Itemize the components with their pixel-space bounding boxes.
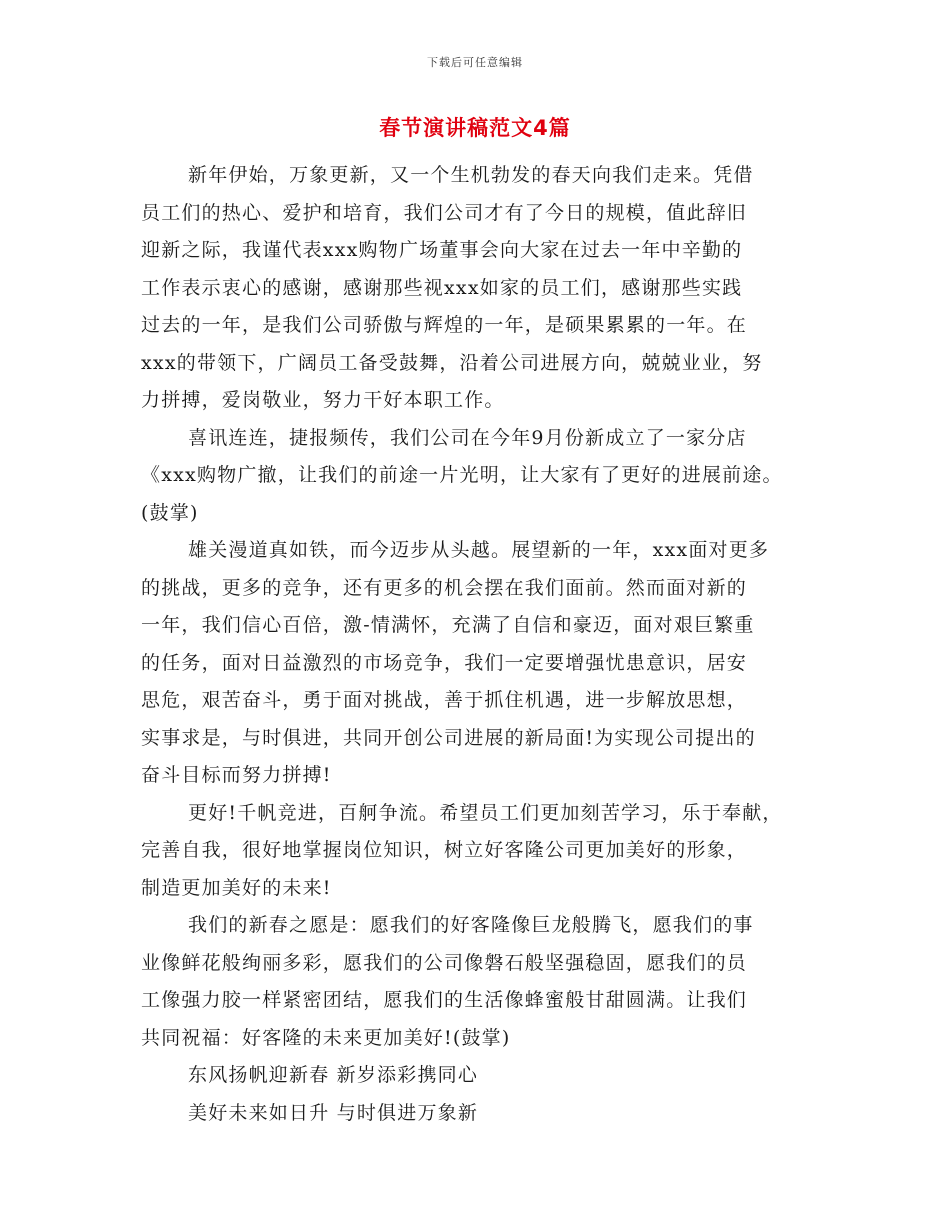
- document-title: 春节演讲稿范文4篇: [379, 116, 571, 140]
- text-line: (鼓掌): [141, 501, 199, 524]
- text-line: 的任务，面对日益激烈的市场竞争，我们一定要增强忧患意识，居安: [141, 651, 748, 674]
- text-line: 思危，艰苦奋斗，勇于面对挑战，善于抓住机遇，进一步解放思想，: [141, 689, 748, 711]
- text-line: 《xxx购物广撤，让我们的前途一片光明，让大家有了更好的进展前途。: [141, 464, 783, 486]
- text-line: 的挑战，更多的竞争，还有更多的机会摆在我们面前。然而面对新的: [141, 576, 748, 599]
- text-line: 新年伊始，万象更新，又一个生机勃发的春天向我们走来。凭借: [188, 164, 754, 186]
- text-line: 我们的新春之愿是：愿我们的好客隆像巨龙般腾飞，愿我们的事: [188, 914, 754, 936]
- text-line: 雄关漫道真如铁，而今迈步从头越。展望新的一年，xxx面对更多: [188, 539, 770, 561]
- text-line: 完善自我，很好地掌握岗位知识，树立好客隆公司更加美好的形象，: [141, 839, 748, 861]
- text-line: 工像强力胶一样紧密团结，愿我们的生活像蜂蜜般甘甜圆满。让我们: [141, 989, 748, 1011]
- text-line: 喜讯连连，捷报频传，我们公司在今年9月份新成立了一家分店: [188, 426, 747, 449]
- text-line: 东风扬帆迎新春 新岁添彩携同心: [188, 1064, 479, 1086]
- text-line: 力拼搏，爱岗敬业，努力干好本职工作。: [141, 389, 505, 411]
- header-note: 下载后可任意编辑: [427, 56, 523, 69]
- text-line: 实事求是，与时俱进，共同开创公司进展的新局面!为实现公司提出的: [141, 726, 756, 749]
- text-line: 制造更加美好的未来!: [141, 876, 332, 899]
- text-line: 更好!千帆竞进，百舸争流。希望员工们更加刻苦学习，乐于奉献，: [188, 801, 783, 824]
- text-line: 美好未来如日升 与时俱进万象新: [188, 1101, 479, 1124]
- text-line: 员工们的热心、爱护和培育，我们公司才有了今日的规模，值此辞旧: [141, 201, 748, 224]
- text-line: 奋斗目标而努力拼搏!: [141, 764, 332, 786]
- text-line: xxx的带领下，广阔员工备受鼓舞，沿着公司进展方向，兢兢业业，努: [141, 351, 763, 374]
- text-line: 工作表示衷心的感谢，感谢那些视xxx如家的员工们，感谢那些实践: [141, 276, 743, 299]
- document-body: [141, 157, 831, 1132]
- text-line: 迎新之际，我谨代表xxx购物广场董事会向大家在过去一年中辛勤的: [141, 239, 743, 261]
- text-line: 共同祝福：好客隆的未来更加美好!(鼓掌): [141, 1026, 511, 1049]
- text-line: 一年，我们信心百倍，激-情满怀，充满了自信和豪迈，面对艰巨繁重: [141, 614, 755, 636]
- text-line: 业像鲜花般绚丽多彩，愿我们的公司像磐石般坚强稳固，愿我们的员: [141, 951, 748, 974]
- text-line: 过去的一年，是我们公司骄傲与辉煌的一年，是硕果累累的一年。在: [141, 314, 748, 336]
